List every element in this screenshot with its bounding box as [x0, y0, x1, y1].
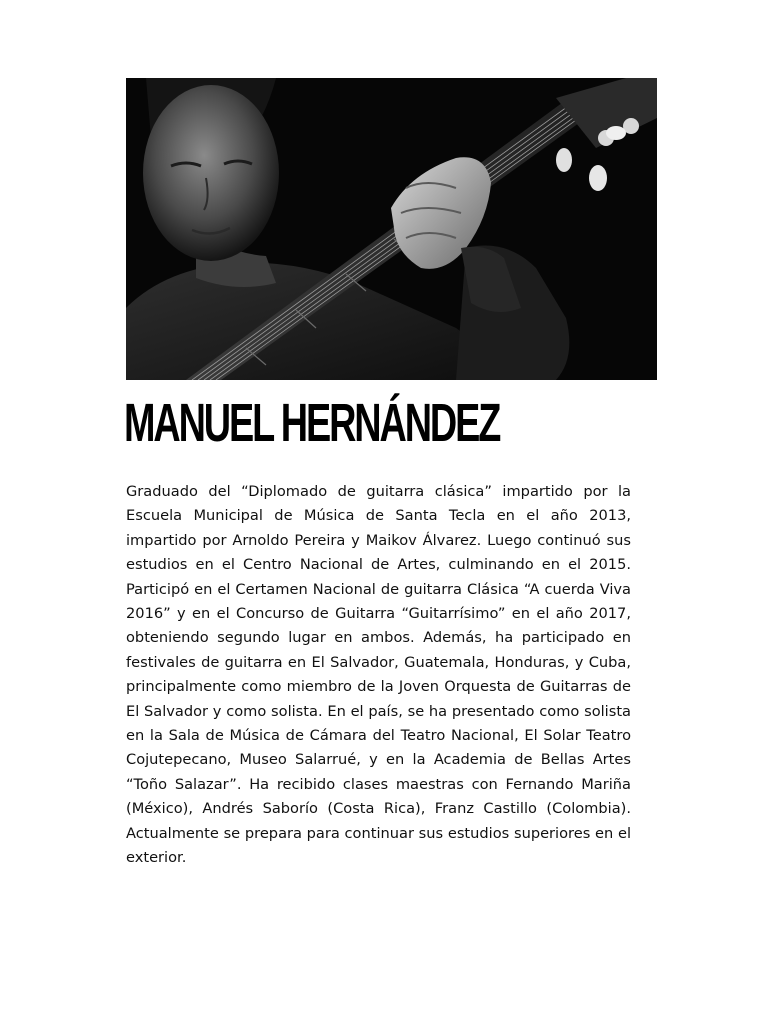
- page-title: MANUEL HERNÁNDEZ: [124, 393, 500, 453]
- guitarist-portrait-photo: [126, 78, 657, 380]
- biography-text: Graduado del “Diplomado de guitarra clásica” impartido por la Escuela Municipal de Música de Santa Tecla en el año 2013, impartido por Arnoldo Pereira y Maikov Álvarez. Luego continuó sus estudios en el Centro Nacional de Artes, culminando en el 2015. Participó en el Certamen Nacional de guitarra Clásica “A cuerda Viva 2016” y en el Concurso de Guitarra “Guitarrísimo” en el año 2017, obteniendo segundo lugar en ambos. Además, ha participado en festivales de guitarra en El Salvador, Guatemala, Honduras, y Cuba, principalmente como miembro de la Joven Orquesta de Guitarras de El Salvador y como solista. En el país, se ha presentado como solista en la Sala de Música de Cámara del Teatro Nacional, El Solar Teatro Cojutepecano, Museo Salarrué, y en la Academia de Bellas Artes “Toño Salazar”. Ha recibido clases maestras con Fernando Mariña (México), Andrés Saborío (Costa Rica), Franz Castillo (Colombia). Actualmente se prepara para continuar sus estudios superiores en el exterior.: [126, 483, 631, 867]
- portrait-illustration: [126, 78, 657, 380]
